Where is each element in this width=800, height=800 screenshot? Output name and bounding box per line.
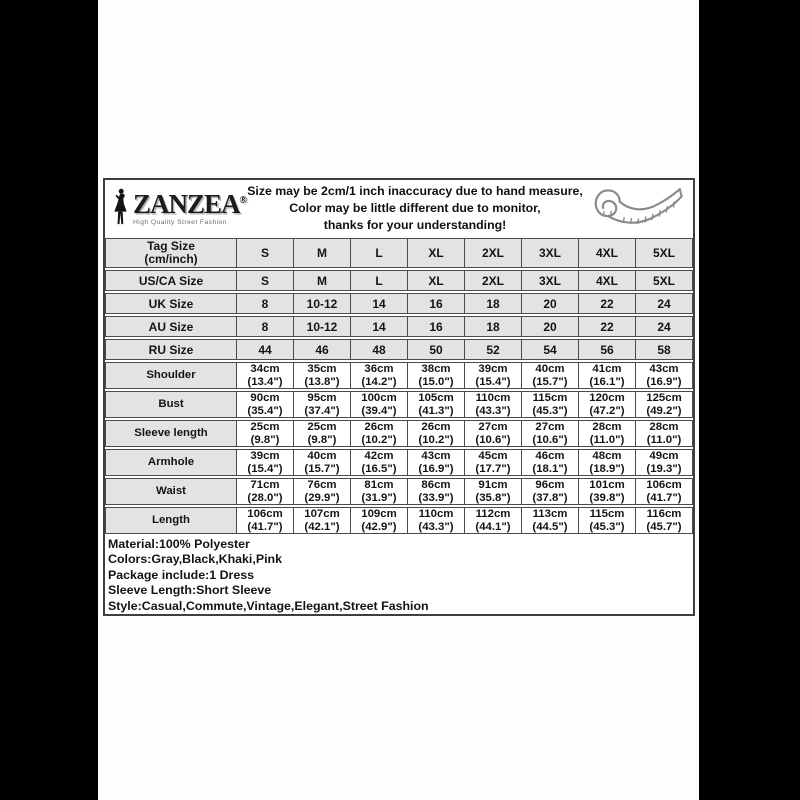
size-cell: M — [294, 238, 351, 268]
measure-cm: 113cm — [532, 507, 568, 520]
measure-cell — [522, 507, 579, 534]
measure-cm: 90cm — [250, 391, 280, 404]
measure-cm: 46cm — [535, 449, 565, 462]
table-row — [105, 507, 693, 534]
measure-cell — [237, 507, 294, 534]
measure-inch: (10.2") — [361, 433, 397, 446]
table-row — [105, 420, 693, 447]
measure-notice — [247, 183, 583, 234]
measure-inch: (14.2") — [361, 375, 397, 388]
measure-cm: 81cm — [364, 478, 394, 491]
row-label — [105, 478, 237, 505]
row-label-text: Tag Size — [147, 239, 195, 253]
measure-cell — [522, 478, 579, 505]
size-cell: L — [351, 270, 408, 291]
measure-inch: (45.3") — [589, 520, 625, 533]
measure-inch: (10.6") — [532, 433, 568, 446]
measure-cm: 106cm — [646, 478, 682, 491]
measure-cell — [465, 449, 522, 476]
measure-inch: (13.8") — [304, 375, 340, 388]
measure-cell — [294, 391, 351, 418]
size-cell: 18 — [465, 316, 522, 337]
measure-inch: (28.0") — [247, 491, 283, 504]
size-cell: S — [237, 270, 294, 291]
row-label — [105, 270, 237, 291]
measure-cell — [294, 420, 351, 447]
measure-cell — [294, 449, 351, 476]
measure-cell — [294, 507, 351, 534]
measure-cm: 96cm — [535, 478, 565, 491]
measure-cm: 25cm — [250, 420, 280, 433]
measure-inch: (15.0") — [418, 375, 454, 388]
measure-inch: (15.4") — [247, 462, 283, 475]
measure-inch: (11.0") — [646, 433, 682, 446]
product-info-line: Style:Casual,Commute,Vintage,Elegant,Street Fashion — [108, 598, 429, 613]
measure-inch: (16.5") — [361, 462, 397, 475]
measure-cm: 86cm — [421, 478, 451, 491]
size-cell: 4XL — [579, 270, 636, 291]
measure-cell — [237, 478, 294, 505]
row-label-text: Waist — [156, 485, 186, 498]
product-info-line: Colors:Gray,Black,Khaki,Pink — [108, 552, 282, 567]
brand-name: ZANZEA® — [132, 188, 247, 219]
measure-cm: 39cm — [250, 449, 280, 462]
measure-cell — [465, 507, 522, 534]
measure-cell — [351, 449, 408, 476]
size-cell: 52 — [465, 339, 522, 360]
measure-cell — [408, 507, 465, 534]
product-info — [105, 534, 693, 614]
measure-cell — [636, 449, 693, 476]
size-cell: 8 — [237, 293, 294, 314]
logo-text — [132, 188, 247, 226]
measure-cell — [408, 420, 465, 447]
size-cell: 10-12 — [294, 316, 351, 337]
measure-cell — [351, 420, 408, 447]
row-label-text: US/CA Size — [138, 273, 204, 288]
measure-cm: 101cm — [589, 478, 625, 491]
measure-cell — [522, 391, 579, 418]
row-label-text: Sleeve length — [134, 427, 208, 440]
size-cell: 24 — [636, 316, 693, 337]
measure-cell — [408, 362, 465, 389]
measure-inch: (10.2") — [418, 433, 454, 446]
measure-cell — [294, 478, 351, 505]
measure-inch: (39.4") — [361, 404, 397, 417]
size-cell: 3XL — [522, 238, 579, 268]
product-info-line: Sleeve Length:Short Sleeve — [108, 583, 272, 598]
measure-cm: 91cm — [478, 478, 508, 491]
measure-cm: 40cm — [535, 362, 565, 375]
size-cell: 3XL — [522, 270, 579, 291]
size-cell: 58 — [636, 339, 693, 360]
size-cell: 14 — [351, 293, 408, 314]
size-cell: 5XL — [636, 270, 693, 291]
measure-cell — [636, 478, 693, 505]
product-info-line: Material:100% Polyester — [108, 537, 250, 551]
measure-cm: 110cm — [475, 391, 511, 404]
measure-inch: (43.3") — [418, 520, 454, 533]
measure-cm: 45cm — [478, 449, 508, 462]
size-cell: 16 — [408, 293, 465, 314]
measure-cell — [522, 420, 579, 447]
size-cell: 20 — [522, 293, 579, 314]
measure-inch: (15.7") — [532, 375, 568, 388]
measure-inch: (45.7") — [646, 520, 682, 533]
row-label — [105, 293, 237, 314]
brand-tagline: High Quality Street Fashion — [132, 218, 227, 226]
size-cell: 20 — [522, 316, 579, 337]
measure-cm: 42cm — [364, 449, 394, 462]
size-chart-card — [103, 178, 695, 616]
measure-cell — [579, 478, 636, 505]
registered-mark: ® — [239, 194, 247, 206]
size-cell: 16 — [408, 316, 465, 337]
measure-cell — [636, 391, 693, 418]
measure-inch: (11.0") — [589, 433, 625, 446]
size-cell: 14 — [351, 316, 408, 337]
measure-cell — [237, 449, 294, 476]
measure-cm: 43cm — [649, 362, 679, 375]
size-cell: 4XL — [579, 238, 636, 268]
measure-cm: 76cm — [307, 478, 337, 491]
row-label — [105, 391, 237, 418]
measure-cell — [465, 391, 522, 418]
measure-cell — [522, 449, 579, 476]
measuring-tape-icon — [583, 182, 687, 234]
size-cell: 56 — [579, 339, 636, 360]
row-label-text: UK Size — [148, 296, 194, 311]
measure-cm: 39cm — [478, 362, 508, 375]
measure-cell — [579, 362, 636, 389]
measure-cell — [636, 362, 693, 389]
row-label — [105, 339, 237, 360]
measure-inch: (37.8") — [532, 491, 568, 504]
measure-cell — [408, 478, 465, 505]
measure-inch: (9.8") — [250, 433, 280, 446]
notice-line: thanks for your understanding! — [323, 217, 507, 232]
size-cell: XL — [408, 270, 465, 291]
size-cell: 8 — [237, 316, 294, 337]
row-label-text: Armhole — [147, 456, 195, 469]
size-cell: XL — [408, 238, 465, 268]
measure-inch: (41.7") — [646, 491, 682, 504]
size-cell: 10-12 — [294, 293, 351, 314]
measure-cm: 25cm — [307, 420, 337, 433]
measure-cm: 26cm — [421, 420, 451, 433]
measure-cm: 36cm — [364, 362, 394, 375]
row-label — [105, 507, 237, 534]
measure-inch: (29.9") — [304, 491, 340, 504]
measure-inch: (13.4") — [247, 375, 283, 388]
size-cell: 46 — [294, 339, 351, 360]
row-label — [105, 316, 237, 337]
size-cell: M — [294, 270, 351, 291]
measure-cell — [465, 478, 522, 505]
measure-inch: (17.7") — [475, 462, 511, 475]
size-cell: L — [351, 238, 408, 268]
woman-silhouette-icon — [111, 182, 130, 234]
table-row — [105, 449, 693, 476]
measure-cm: 26cm — [364, 420, 394, 433]
measure-cm: 112cm — [475, 507, 511, 520]
measure-inch: (18.1") — [532, 462, 568, 475]
row-label-subtext: (cm/inch) — [144, 252, 198, 266]
size-cell: 22 — [579, 293, 636, 314]
measure-inch: (10.6") — [475, 433, 511, 446]
table-row — [105, 316, 693, 337]
row-label — [105, 238, 237, 268]
measure-cell — [579, 449, 636, 476]
row-label-text: AU Size — [148, 319, 194, 334]
measure-cm: 35cm — [307, 362, 337, 375]
measure-cm: 28cm — [649, 420, 679, 433]
size-cell: 2XL — [465, 238, 522, 268]
measure-cm: 115cm — [532, 391, 568, 404]
card-header — [105, 180, 693, 236]
row-label-text: Bust — [158, 398, 184, 411]
measure-inch: (39.8") — [589, 491, 625, 504]
size-cell: 54 — [522, 339, 579, 360]
measure-cell — [522, 362, 579, 389]
measure-inch: (42.9") — [361, 520, 397, 533]
measure-cell — [408, 449, 465, 476]
product-info-line: Package include:1 Dress — [108, 567, 255, 582]
measure-inch: (43.3") — [475, 404, 511, 417]
measure-inch: (16.9") — [418, 462, 454, 475]
measure-cm: 34cm — [250, 362, 280, 375]
measure-cell — [465, 362, 522, 389]
measure-inch: (49.2") — [646, 404, 682, 417]
size-cell: 18 — [465, 293, 522, 314]
measure-inch: (9.8") — [307, 433, 337, 446]
measure-cell — [636, 420, 693, 447]
measure-cm: 71cm — [250, 478, 280, 491]
measure-cm: 109cm — [361, 507, 397, 520]
measure-cell — [579, 507, 636, 534]
measure-cm: 105cm — [418, 391, 454, 404]
table-row — [105, 293, 693, 314]
table-row — [105, 238, 693, 268]
size-chart-table — [105, 238, 693, 534]
table-row — [105, 391, 693, 418]
size-cell: S — [237, 238, 294, 268]
table-row — [105, 270, 693, 291]
measure-cm: 27cm — [478, 420, 508, 433]
measure-cm: 27cm — [535, 420, 565, 433]
measure-inch: (41.3") — [418, 404, 454, 417]
measure-inch: (35.8") — [475, 491, 511, 504]
measure-cm: 115cm — [589, 507, 625, 520]
measure-cell — [351, 478, 408, 505]
measure-cell — [237, 420, 294, 447]
size-cell: 44 — [237, 339, 294, 360]
measure-inch: (44.1") — [475, 520, 511, 533]
measure-inch: (44.5") — [532, 520, 568, 533]
measure-inch: (47.2") — [589, 404, 625, 417]
measure-cm: 106cm — [247, 507, 283, 520]
size-cell: 5XL — [636, 238, 693, 268]
measure-inch: (41.7") — [247, 520, 283, 533]
measure-cm: 28cm — [592, 420, 622, 433]
measure-cm: 38cm — [421, 362, 451, 375]
measure-cell — [351, 391, 408, 418]
measure-cm: 125cm — [646, 391, 682, 404]
size-cell: 50 — [408, 339, 465, 360]
measure-inch: (45.3") — [532, 404, 568, 417]
brand-logo — [111, 182, 247, 234]
notice-line: Size may be 2cm/1 inch inaccuracy due to hand measure, — [247, 183, 583, 198]
row-label-text: Shoulder — [146, 369, 196, 382]
table-row — [105, 478, 693, 505]
measure-inch: (33.9") — [418, 491, 454, 504]
measure-cm: 120cm — [589, 391, 625, 404]
measure-inch: (15.7") — [304, 462, 340, 475]
measure-cm: 110cm — [418, 507, 454, 520]
measure-cm: 107cm — [304, 507, 340, 520]
measure-cell — [237, 391, 294, 418]
row-label — [105, 449, 237, 476]
measure-inch: (37.4") — [304, 404, 340, 417]
measure-cell — [351, 507, 408, 534]
measure-cell — [351, 362, 408, 389]
measure-cm: 49cm — [649, 449, 679, 462]
measure-cell — [579, 391, 636, 418]
measure-cell — [636, 507, 693, 534]
measure-inch: (19.3") — [646, 462, 682, 475]
measure-inch: (16.1") — [589, 375, 625, 388]
measure-cm: 41cm — [592, 362, 622, 375]
measure-inch: (42.1") — [304, 520, 340, 533]
row-label — [105, 362, 237, 389]
row-label-text: RU Size — [148, 342, 194, 357]
measure-inch: (15.4") — [475, 375, 511, 388]
table-row — [105, 362, 693, 389]
measure-cm: 43cm — [421, 449, 451, 462]
measure-cm: 40cm — [307, 449, 337, 462]
measure-cm: 95cm — [307, 391, 337, 404]
table-row — [105, 339, 693, 360]
measure-inch: (35.4") — [247, 404, 283, 417]
measure-cell — [579, 420, 636, 447]
measure-inch: (16.9") — [646, 375, 682, 388]
size-cell: 48 — [351, 339, 408, 360]
measure-cell — [294, 362, 351, 389]
measure-cm: 100cm — [361, 391, 397, 404]
row-label — [105, 420, 237, 447]
notice-line: Color may be little different due to monitor, — [289, 200, 541, 215]
size-cell: 2XL — [465, 270, 522, 291]
measure-inch: (31.9") — [361, 491, 397, 504]
measure-cell — [237, 362, 294, 389]
measure-inch: (18.9") — [589, 462, 625, 475]
size-cell: 22 — [579, 316, 636, 337]
size-cell: 24 — [636, 293, 693, 314]
measure-cell — [465, 420, 522, 447]
measure-cell — [408, 391, 465, 418]
measure-cm: 116cm — [646, 507, 682, 520]
measure-cm: 48cm — [592, 449, 622, 462]
row-label-text: Length — [152, 514, 190, 527]
